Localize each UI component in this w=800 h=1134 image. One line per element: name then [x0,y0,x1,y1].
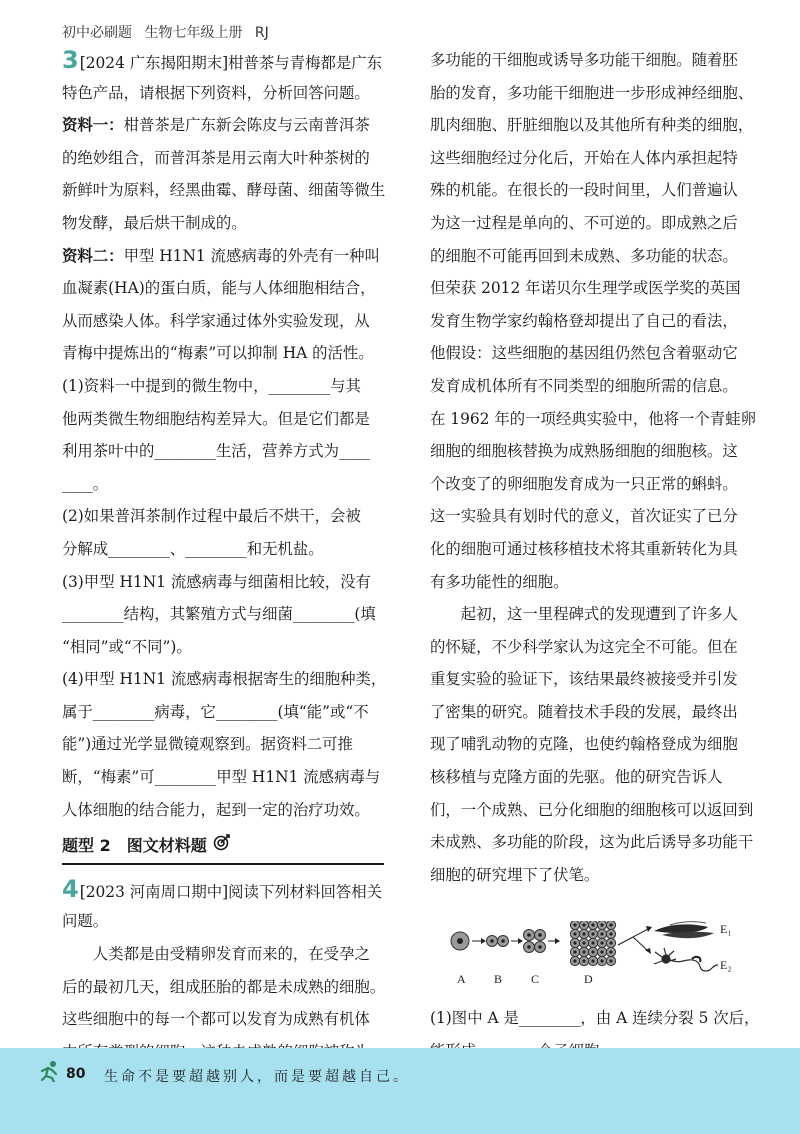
passage-line: 发育生物学家约翰格登却提出了自己的看法， [430,311,738,330]
runner-icon [38,1060,62,1086]
passage-line: 的细胞不可能再回到未成熟、多功能的状态。 [430,246,738,265]
cluster-cell-nucleus [600,924,603,927]
subquestion-line: ________结构，其繁殖方式与细菌________(填 [62,605,376,624]
passage-line: 们，一个成熟、已分化细胞的细胞核可以返回到 [430,800,754,819]
subquestion-line: 人体细胞的结合能力，起到一定的治疗功效。 [62,800,370,819]
passage-line: 人类都是由受精卵发育而来的，在受孕之 [92,945,370,964]
cell-a [451,932,469,950]
cluster-cell-nucleus [582,960,585,963]
subquestion-line: 利用茶叶中的________生活，营养方式为____ [62,442,370,461]
passage-line: 细胞的研究埋下了伏笔。 [430,865,600,884]
q4-number: 4 [62,874,79,903]
cluster-cell-nucleus [609,942,612,945]
material-1-line: 物发酵，最后烘干制成的。 [62,213,247,232]
q4-stem-line: 问题。 [62,912,109,931]
left-column [62,44,402,1068]
cluster-cell-nucleus [573,924,576,927]
passage-line: 殊的机能。在很长的一段时间里，人们普遍认 [430,181,738,200]
label-e2: E₂ [720,958,732,973]
cluster-cell-nucleus [609,933,612,936]
label-d: D [584,972,593,987]
passage-line: 这些细胞经过分化后，开始在人体内承担起特 [430,148,738,167]
cluster-cell-nucleus [609,924,612,927]
running-header [62,22,277,42]
edition-label: RJ [254,25,269,41]
material-2-line: 从而感染人体。科学家通过体外实验发现，从 [62,311,370,330]
passage-line: 为这一过程是单向的、不可逆的。即成熟之后 [430,213,738,232]
passage-line: 肌肉细胞、肝脏细胞以及其他所有种类的细胞， [430,116,754,135]
cluster-cell-nucleus [573,951,576,954]
q3-number: 3 [62,46,79,74]
material-2-line: 青梅中提炼出的“梅素”可以抑制 HA 的活性。 [62,344,374,363]
section-heading [62,830,384,865]
cluster-cell-nucleus [582,942,585,945]
passage-line: 个改变了的卵细胞发育成为一只正常的蝌蚪。 [430,474,738,493]
subquestion-line: “相同”或“不同”)。 [62,637,192,656]
specimen-e1 [654,922,714,939]
q3-stem-line: 3[2024 广东揭阳期末]柑普茶与青梅都是广东 [62,46,383,74]
subquestion-line: 属于________病毒，它________(填“能”或“不 [62,702,369,721]
cluster-cell-nucleus [582,924,585,927]
label-c: C [531,972,540,987]
subquestion-line: (1)图中 A 是________，由 A 连续分裂 5 次后， [430,1009,760,1028]
passage-line: 在 1962 年的一项经典实验中，他将一个青蛙卵 [430,409,756,428]
passage-line: 这些细胞中的每一个都可以发育为成熟有机体 [62,1010,370,1029]
passage-line: 了密集的研究。随着技术手段的发展，最终出 [430,702,738,721]
right-column [430,44,775,1068]
target-icon [213,830,231,863]
series-title: 初中必刷题 [62,25,132,41]
material-2-label: 资料二： [62,246,124,265]
cell-c [524,930,546,953]
cluster-cell-nucleus [600,933,603,936]
passage-line: 后的最初几天，组成胚胎的都是未成熟的细胞。 [62,977,386,996]
passage-line: 的怀疑，不少科学家认为这完全不可能。但在 [430,637,738,656]
passage-line: 核移植与克隆方面的先驱。他的研究告诉人 [430,768,723,787]
cluster-cell-nucleus [600,951,603,954]
cluster-cell-nucleus [582,951,585,954]
subquestion-line: (4)甲型 H1N1 流感病毒根据寄生的细胞种类， [62,670,387,689]
passage-line: 现了哺乳动物的克隆，也使约翰格登成为细胞 [430,735,738,754]
material-2-line: 资料二：甲型 H1N1 流感病毒的外壳有一种叫 [62,246,380,265]
cluster-cell-nucleus [591,951,594,954]
book-title: 生物七年级上册 [144,25,243,41]
cluster-cell-nucleus [591,924,594,927]
label-b: B [494,972,503,987]
subquestion-line: (1)资料一中提到的微生物中，________与其 [62,376,361,395]
section-title: 题型 2 图文材料题 [62,836,207,856]
subquestion-line: (3)甲型 H1N1 流感病毒与细菌相比较，没有 [62,572,371,591]
label-e1: E₁ [720,922,732,937]
subquestion-line: 他两类微生物细胞结构差异大。但是它们都是 [62,409,370,428]
cluster-cell-nucleus [573,933,576,936]
material-1-line: 新鲜叶为原料，经黑曲霉、酵母菌、细菌等微生 [62,181,386,200]
passage-line: 多功能的干细胞或诱导多功能干细胞。随着胚 [430,51,738,69]
cluster-cell-nucleus [573,942,576,945]
passage-line: 他假设：这些细胞的基因组仍然包含着驱动它 [430,344,738,363]
footer-band [0,1048,800,1134]
q3-stem-line: 特色产品，请根据下列资料，分析回答问题。 [62,83,370,102]
material-1-line: 的绝妙组合，而普洱茶是用云南大叶种茶树的 [62,148,370,167]
q4-stem-line: 4[2023 河南周口期中]阅读下列材料回答相关 [62,874,383,903]
passage-line: 起初，这一里程碑式的发现遭到了许多人 [460,605,738,624]
footer-motto: 生命不是要超越别人，而是要超越自己。 [104,1069,410,1085]
passage-line: 重复实验的验证下，该结果最终被接受并引发 [430,670,738,689]
passage-line: 发育成机体所有不同类型的细胞所需的信息。 [430,376,738,395]
subquestion-line: 能”)通过光学显微镜观察到。据资料二可推 [62,735,353,754]
cell-d [570,921,615,966]
material-2-line: 血凝素(HA)的蛋白质，能与人体细胞相结合， [62,279,376,298]
subquestion-line: 断，“梅素”可________甲型 H1N1 流感病毒与 [62,768,381,787]
page-number: 80 [66,1066,86,1082]
passage-line: 化的细胞可通过核移植技术将其重新转化为具 [430,539,738,558]
passage-line: 这一实验具有划时代的意义，首次证实了已分 [430,507,738,526]
cluster-cell-nucleus [609,951,612,954]
cluster-cell-nucleus [591,933,594,936]
cluster-cell-nucleus [609,960,612,963]
cell-development-figure [430,921,775,996]
passage-line: 但荣获 2012 年诺贝尔生理学或医学奖的英国 [430,279,741,298]
cluster-cell-nucleus [573,960,576,963]
material-1-line: 资料一：柑普茶是广东新会陈皮与云南普洱茶 [62,116,370,135]
cluster-cell-nucleus [600,960,603,963]
passage-line: 有多功能性的细胞。 [430,572,569,591]
cluster-cell-nucleus [591,960,594,963]
cluster-cell-nucleus [582,933,585,936]
subquestion-line: 分解成________、________和无机盐。 [62,539,324,558]
cell-b [487,936,509,947]
cluster-cell-nucleus [600,942,603,945]
passage-line: 未成熟、多功能的阶段，这为此后诱导多功能干 [430,833,754,852]
subquestion-line: (2)如果普洱茶制作过程中最后不烘干，会被 [62,507,361,526]
label-a: A [457,972,466,987]
material-1-label: 资料一： [62,116,124,135]
specimen-e2 [654,948,718,971]
cluster-cell-nucleus [591,942,594,945]
subquestion-line: ____。 [62,474,109,493]
passage-line: 胎的发育，多功能干细胞进一步形成神经细胞、 [430,83,754,102]
passage-line: 细胞的细胞核替换为成熟肠细胞的细胞核。这 [430,442,738,461]
